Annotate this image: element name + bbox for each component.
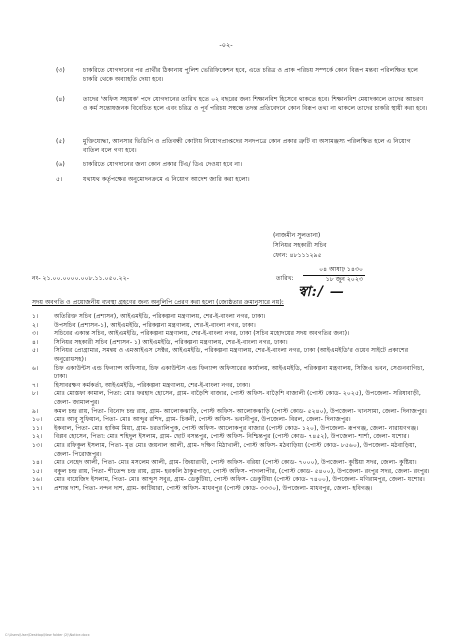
clause-number: (৩) — [56, 67, 65, 74]
clause-text: যথাযথ কর্তৃপক্ষের অনুমোদনক্রমে এ নিয়োগ আদেশ জারি করা হলো। — [83, 176, 250, 183]
list-item: ১৬। মোঃ বায়েজিদ ইসলাম, পিতা- মোঃ আব্দুস সবুর, গ্রাম- ডেকুটিয়া, পোস্ট অফিস- ডেকুটিয়া (পোস্ট কোড- ৭৪০০), উপজেলা- মণিরামপুর, জেলা- যশোর। — [32, 476, 425, 484]
clause-final — [56, 176, 428, 185]
clause-5 — [56, 138, 428, 155]
list-item: ৯। কমল চন্দ্র রায়, পিতা- বিনোদ চন্দ্র রায়, গ্রাম- আলোকঝাড়ি, পোস্ট অফিস- আলোকঝাড়ি (পোস্ট কোড- ৫২৪০), উপজেলা- খানসামা, জেলা- দিনাজপুর। — [32, 407, 427, 415]
date-block — [303, 266, 365, 284]
footer-file-path: C:\Users\User\Desktop\New folder (2)\Notice.docx — [5, 633, 90, 637]
clause-4 — [56, 96, 428, 122]
clause-6 — [56, 161, 428, 170]
signatory-name: (নাজমীন সুলতানা) — [273, 232, 321, 239]
list-item: ১০। মোঃ আবু সুফিয়ান, পিতা- মোঃ আব্দুর রশিদ, গ্রাম- চিকনী, পোস্ট অফিস- ভবানীপুর, উপজেলা- বিরল, জেলা- দিনাজপুর। — [32, 416, 351, 424]
clause-text: তাদের 'অফিস সহায়ক' পদে যোগদানের তারিখ হতে ০২ বছরের জন্য শিক্ষানবিশ হিসেবে থাকতে হবে। শিক্ষানবিশ মেয়াদকালে তাদের আচরণ ও কর্ম সন্তোষজনক বিবেচিত হলে এবং চরিত্র ও পূর্ব পরিচয় সম্বন্ধে তদন্ত প্রতিবেদনে কোন বিরূপ তথ্য না থাকলে তাদের চাকরি স্থায়ী করা হবে। — [83, 96, 428, 112]
list-item: ৪। সিনিয়র সহকারী সচিব (প্রশাসন- ১) আইএমইডি, পরিকল্পনা মন্ত্রণালয়, শের-ই-বাংলা নগর, ঢাকা। — [32, 338, 288, 346]
clause-3 — [56, 67, 428, 84]
clause-number: (৬) — [56, 161, 65, 168]
list-item: ৬। চিফ একাউন্টস এন্ড ফিন্যান্স অফিসার, চিফ একাউন্টস এন্ড ফিন্যান্স অফিসারের কার্যালয়, আইএমইডি, পরিকল্পনা মন্ত্রণালয়, সিজিএ ভবন, সেগুনবাগিচা, ঢাকা। — [32, 364, 425, 381]
date-bangla: ০৪ আষাঢ় ১৪৩০ — [303, 266, 365, 276]
memo-number: নং- ২১.০০.০০০০.০০৮.১১.০৫০.২২- — [32, 275, 129, 282]
date-label: তারিখ: — [276, 275, 294, 282]
clause-number: (৪) — [56, 96, 65, 103]
list-item: ১৩। মোঃ রফিকুল ইসলাম, পিতা- মৃত মোঃ জয়নাল আলী, গ্রাম- দক্ষিণ মিঠাখালী, পোস্ট অফিস- মঠবাড়িয়া (পোস্ট কোড- ৮৫৬০), উপজেলা- মঠবাড়িয়া, জেলা- পিরোজপুর। — [32, 441, 417, 458]
signatory-designation: সিনিয়র সহকারী সচিব — [273, 242, 327, 249]
list-item: ১১। ইকবাল, পিতা- মোঃ হাকিম মিয়া, গ্রাম- চরতালিপুক, পোস্ট অফিস- আলোকপুর বাজার (পোস্ট কোড- ১২০), উপজেলা- রূপগঞ্জ, জেলা- নারায়ণগঞ্জ। — [32, 424, 419, 432]
signature-mark: স্বা:/ — — [298, 284, 345, 300]
clause-text: মুক্তিযোদ্ধা, আনসার ভিডিপি ও প্রতিবন্ধী কোটায় নিয়োগপ্রাপ্তদের সনদপত্রে কোন প্রকার ত্রুটি বা অসামঞ্জস্য পরিলক্ষিত হলে এ নিয়োগ বাতিল বলে গণ্য হবে। — [83, 138, 411, 154]
page-number: -০২- — [219, 41, 233, 49]
list-item: ৩। সচিবের একান্ত সচিব, আইএমইডি, পরিকল্পনা মন্ত্রণালয়, শের-ই-বাংলা নগর, ঢাকা (সচিব মহোদয়ের সদয় অবগতির জন্য)। — [32, 330, 350, 338]
list-item: ১৫। বকুল চন্দ্র রায়, পিতা- শীতেন্দ চন্দ্র রায়, গ্রাম- হরকলি ঠাকুরপাড়া, পোস্ট অফিস- পাগলাপীর, (পোস্ট কোড- ৫৪০০), উপজেলা- রংপুর সদর, জেলা- রংপুর। — [32, 467, 430, 475]
clause-text: চাকরিতে যোগদানের জন্য কোন প্রকার টিএ/ ডিএ দেওয়া হবে না। — [83, 161, 243, 168]
clause-number: (৫) — [56, 138, 65, 145]
list-item: ১৪। মোঃ নেহেদ আলী, পিতা- মোঃ মসলেম আলী, গ্রাম- জিয়ারাখী, পোস্ট অফিস- বরিয়া (পোস্ট কোড- ৭০০০), উপজেলা- কুষ্টিয়া সদর, জেলা- কুষ্টিয়া। — [32, 459, 417, 467]
distribution-heading: সদয় অবগতি ও প্রয়োজনীয় ব্যবস্থা গ্রহণের জন্য অনুলিপি প্রেরণ করা হলো (জ্যেষ্ঠতার ক্রমানুসারে নয়): — [32, 299, 284, 306]
distribution-list — [32, 313, 432, 493]
list-item: ১২। বিপ্লব হোসেন, পিতা: মোঃ শহিদুল ইসলাম, গ্রাম- ছোট বসন্তপুর, পোস্ট অফিস- নিশ্চিন্তপুর (পোস্ট কোড- ৭৪৫২), উপজেলা- শার্শা, জেলা- যশোর। — [32, 433, 410, 441]
list-item: ১। অতিরিক্ত সচিব (প্রশাসন), আইএমইডি, পরিকল্পনা মন্ত্রণালয়, শের-ই-বাংলা নগর, ঢাকা। — [32, 313, 266, 320]
clause-number: ৫। — [56, 176, 63, 183]
list-item: ২। উপসচিব (প্রশাসন-১), আইএমইডি, পরিকল্পনা মন্ত্রণালয়, শের-ই-বাংলা নগর, ঢাকা। — [32, 321, 256, 329]
list-item: ১৭। প্রশান্ত দাশ, পিতা- নন্দন দাশ, গ্রাম- কাটিয়ারা, পোস্ট অফিস- মাধবপুর (পোস্ট কোড- ৩৩৩০), উপজেলা- মাধবপুর, জেলা- হবিগঞ্জ। — [32, 484, 373, 492]
clause-text: চাকরিতে যোগদানের পর প্রার্থীর ঠিকানায় পুলিশ ভেরিফিকেশন হবে, এতে চরিত্র ও প্রাক পরিচয় সম্পর্কে কোন বিরূপ মন্তব্য পরিলক্ষিত হলে চাকরি থেকে অব্যাহতি দেয়া হবে। — [83, 67, 418, 83]
date-english: ১৮ জুন ২০২৩ — [325, 275, 363, 283]
signatory-phone: ফোন: ৪৮১১১২৯৫ — [273, 252, 322, 259]
list-item: ৫। সিনিয়র প্রোগ্রামার, সমন্বয় ও এমআইএস সেক্টর, আইএমইডি, পরিকল্পনা মন্ত্রণালয়, শের-ই-বাংলা নগর, ঢাকা (আইএমইডি'র ওয়েব সাইটে প্রকাশের অনুরোধসহ)। — [32, 347, 409, 363]
list-item: ৭। হিসাবরক্ষণ কর্মকর্তা, আইএমইডি, পরিকল্পনা মন্ত্রণালয়, শের-ই-বাংলা নগর, ঢাকা। — [32, 381, 251, 389]
list-item: ৮। মোঃ মোস্তফা কামাল, পিতা: মোঃ ফরহাদ হোসেন, গ্রাম- বাড়ৈশি বাজার, পোস্ট অফিস- বাড়ৈশি বাজালী (পোস্ট কোড- ২০২৫), উপজেলা- সরিষাবাড়ী, জেলা- জামালপুর। — [32, 390, 421, 406]
